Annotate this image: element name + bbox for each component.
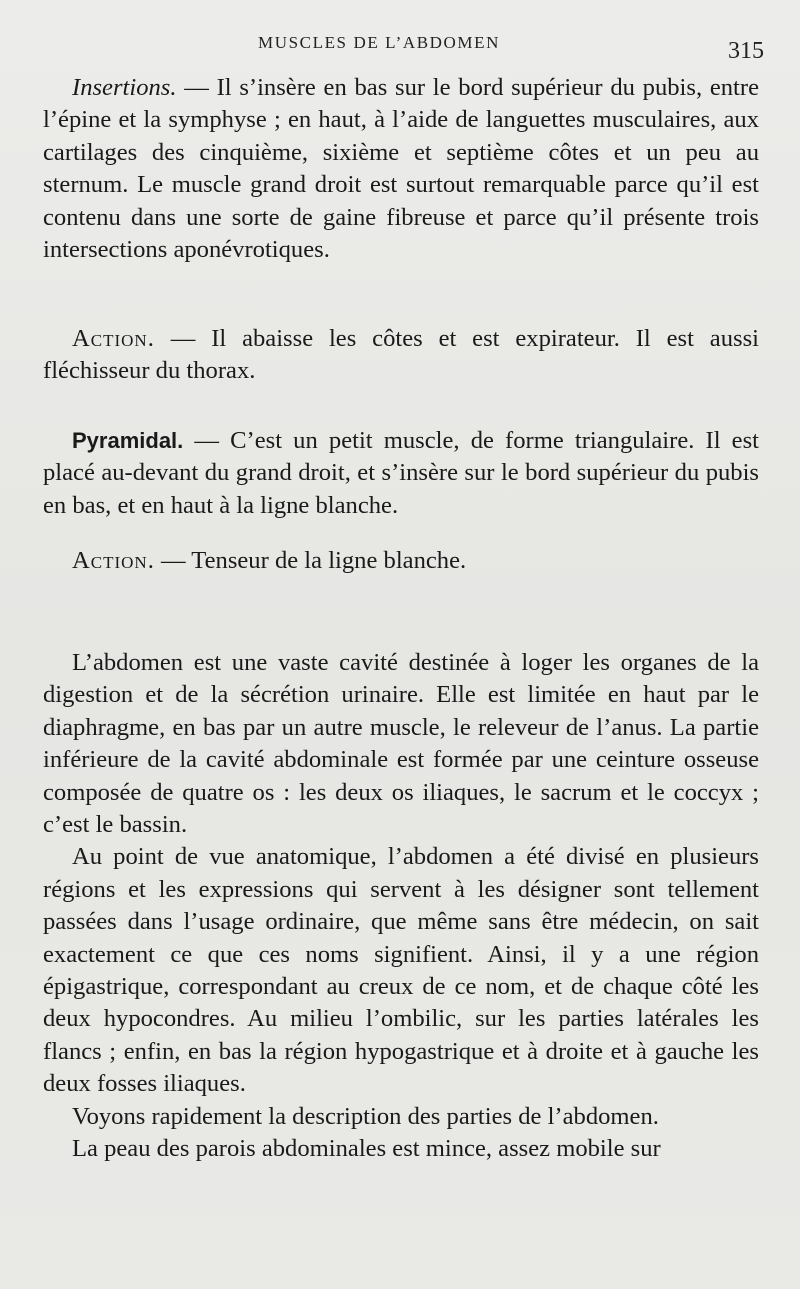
body-paragraph: La peau des parois abdominales est mince, assez mobile sur bbox=[72, 1135, 661, 1163]
insertions-text: — Il s’insère en bas sur le bord supérieur du pubis, entre l’épine et la symphyse ; en haut, à l’aide de languettes musculaires, aux cartilages des cinquième, sixième et septième côtes et un peu au sternum. Le muscle grand droit est surtout remarquable parce qu’il est contenu dans une sorte de gaine fibreuse et parce qu’il présente trois intersections aponévrotiques. bbox=[43, 74, 759, 264]
action-text-1: — Il abaisse les côtes et est expirateur. Il est aussi fléchisseur du thorax. bbox=[43, 325, 759, 385]
action-label-1: Action. bbox=[72, 325, 155, 352]
action-paragraph-1 bbox=[43, 323, 759, 388]
insertions-label: Insertions. bbox=[72, 74, 177, 101]
pyramidal-text: — C’est un petit muscle, de forme triangulaire. Il est placé au-devant du grand droit, et s’insère sur le bord supérieur du pubis en bas, et en haut à la ligne blanche. bbox=[43, 427, 759, 519]
pyramidal-label: Pyramidal. bbox=[72, 428, 184, 453]
body-paragraph: L’abdomen est une vaste cavité destinée à loger les organes de la digestion et de la sécrétion urinaire. Elle est limitée en haut par le diaphragme, en bas par un autre muscle, le releveur de l’anus. La partie inférieure de la cavité abdominale est formée par une ceinture osseuse composée de quatre os : les deux os iliaques, le sacrum et le coccyx ; c’est le bassin. bbox=[43, 649, 759, 839]
action-label-2: Action. bbox=[72, 547, 155, 574]
action-text-2: — Tenseur de la ligne blanche. bbox=[154, 547, 467, 574]
body-paragraph: Voyons rapidement la description des parties de l’abdomen. bbox=[72, 1102, 659, 1130]
page-number: 315 bbox=[728, 38, 764, 64]
running-header: MUSCLES DE L’ABDOMEN bbox=[258, 33, 501, 52]
insertions-paragraph bbox=[43, 72, 759, 266]
body-paragraph: Au point de vue anatomique, l’abdomen a été divisé en plusieurs régions et les expressions qui servent à les désigner sont tellement passées dans l’usage ordinaire, que même sans être médecin, on sait exactement ce que ces noms signifient. Ainsi, il y a une région épigastrique, correspondant au creux de ce nom, et de chaque côté les deux hypocondres. Au milieu l’ombilic, sur les parties latérales les flancs ; enfin, en bas la région hypogastrique et à droite et à gauche les deux fosses iliaques. bbox=[43, 843, 759, 1098]
action-paragraph-2 bbox=[43, 545, 759, 577]
pyramidal-paragraph bbox=[43, 425, 759, 522]
abdomen-section bbox=[43, 647, 759, 1166]
